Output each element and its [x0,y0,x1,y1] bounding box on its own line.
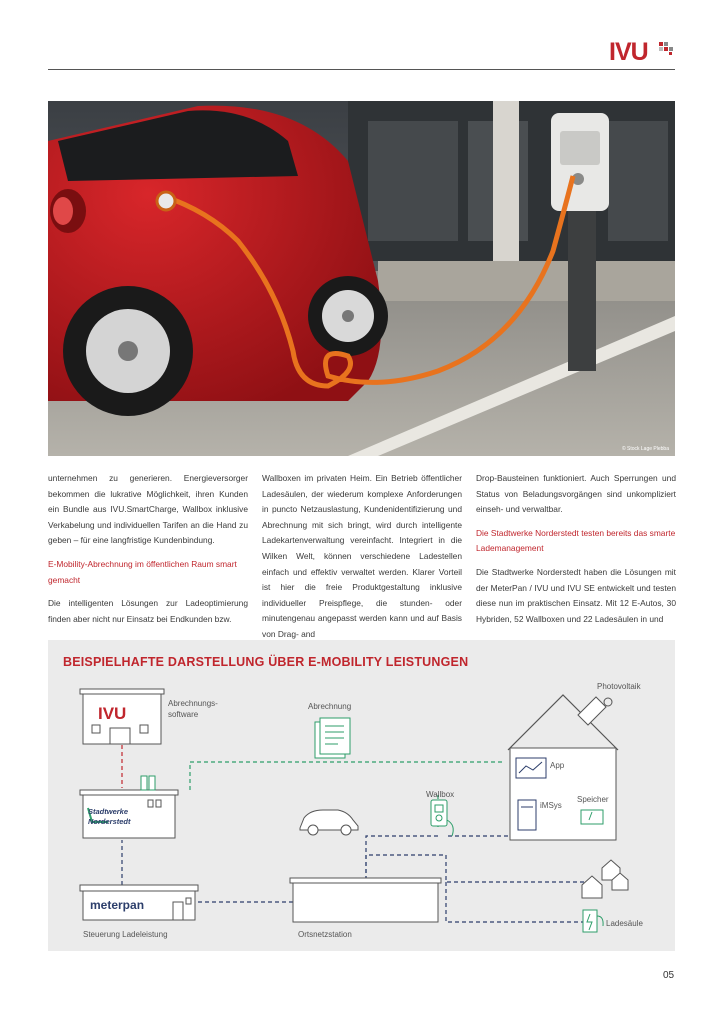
logo-pixel-icon [609,39,673,65]
svg-text:IVU: IVU [98,704,127,723]
transformer-station-icon [290,878,441,922]
ladesaeule-label: Ladesäule [606,919,643,928]
text-column-1 [48,471,248,627]
paragraph: Die Stadtwerke Norderstedt haben die Lösungen mit der MeterPan / IVU und IVU SE entwickelt und testen diese nun im praktischen Einsatz. Mit 12 E-Autos, 30 Hybriden, 52 Wallboxen und 22 Ladesäulen in und [476,566,676,624]
paragraph: Die intelligenten Lösungen zur Ladeoptimierung finden aber nicht nur Einsatz bei Endkunden bzw. [48,598,248,624]
paragraph: unternehmen zu generieren. Energieversorger bekommen die lukrative Möglichkeit, ihren Kunden ein Bundle aus IVU.SmartCharge, Wallbox inklusive Verkabelung und individuellen Tarifen an die Hand zu geben – für eine langfristige Kundenbindung. [48,473,248,546]
ivu-building-icon [80,689,164,744]
photovoltaik-label: Photovoltaik [597,682,641,691]
photo-credit: © Stock Lage Plebba [621,446,669,452]
imsys-label: iMSys [540,801,562,810]
ortsnetz-label: Ortsnetzstation [298,930,352,939]
charging-station-icon [583,910,603,932]
paragraph: Wallboxen im privaten Heim. Ein Betrieb öffentlicher Ladesäulen, der wiederum komplexe Anforderungen in puncto Netzauslastung, Kundenidentifizierung und Abrechnung mit sich bringt, wird durch intelligente Ladekartenverwaltung vereinfacht. Integriert in die Wilken Welt, können verschiedene Ladestellen einfach und effektiv verwaltet werden. Klarer Vorteil ist hier die freie Produktgestaltung inklusive individueller Preispflege, die stunden- oder minutengenau angepasst werden kann und auf Basis von Drag- and [262,473,462,639]
text-column-2 [262,471,462,643]
electric-car-icon [300,810,358,835]
ivu-logo [609,39,673,65]
invoice-label: Abrechnung [308,702,352,711]
ev-charging-photo [48,101,675,456]
paragraph: Drop-Bausteinen funktioniert. Auch Sperrungen und Status von Beladungsvorgängen sind unkompliziert einseh- und verwaltbar. [476,473,676,515]
text-column-3 [476,471,676,627]
solar-panel-icon [578,697,612,725]
page-number: 05 [663,970,675,981]
subheading: Die Stadtwerke Norderstedt testen bereits das smarte Lademanagement [476,527,676,554]
app-label: App [550,761,565,770]
stadtwerke-logo-line-2: Norderstedt [88,817,131,826]
invoice-icon [315,718,350,758]
subheading: E-Mobility-Abrechnung im öffentlichen Raum smart gemacht [48,558,237,585]
logo-text: IVU [609,38,648,66]
steuerung-label: Steuerung Ladeleistung [83,930,168,939]
wallbox-label: Wallbox [426,790,455,799]
meterpan-logo: meterpan [90,898,145,912]
electric-car-charging-photo [48,101,675,456]
stadtwerke-logo-line-1: Stadtwerke [88,807,129,816]
e-mobility-diagram [48,640,675,951]
ivu-software-label-1: Abrechnungs- [168,699,218,708]
diagram-title: BEISPIELHAFTE DARSTELLUNG ÜBER E-MOBILITY LEISTUNGEN [63,655,469,669]
ivu-software-label-2: software [168,710,199,719]
small-houses-icon [582,860,628,898]
speicher-label: Speicher [577,795,609,804]
wallbox-icon [431,800,453,836]
header-rule [48,69,675,70]
